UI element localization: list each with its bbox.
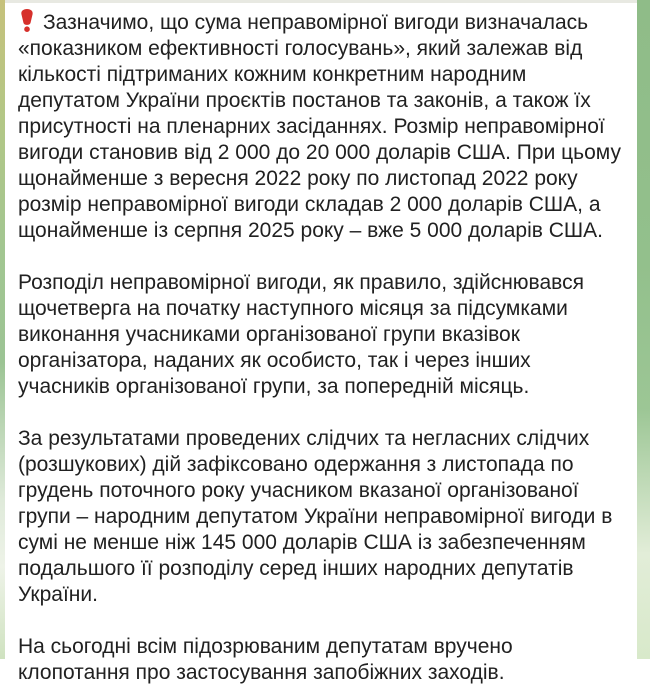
message-text-1: Зазначимо, що сума неправомірної вигоди визначалась «показником ефективності голосувань», який залежав від кількості підтриманих кожним конкретним народним депутатом України проєктів постанов та законів, а також їх присутності на пленарних засіданнях. Розмір неправомірної вигоди становив від 2 000 до 20 000 доларів США. При цьому щонайменше з вересня 2022 року по листопад 2022 року розмір неправомірної вигоди складав 2 000 доларів США, а щонайменше із серпня 2025 року – вже 5 000 доларів США. (18, 11, 621, 242)
message-bubble (5, 3, 637, 694)
red-exclamation-icon (20, 9, 34, 32)
message-paragraph-3: За результатами проведених слідчих та негласних слідчих (розшукових) дій зафіксовано одержання з листопада по грудень поточного року учасником вказаної організованої групи – народним депутатом України неправомірної вигоди в сумі не менше ніж 145 000 доларів США із забезпеченням подальшого її розподілу серед інших народних депутатів України. (18, 427, 613, 606)
message-paragraph-1 (18, 9, 621, 244)
message-paragraph-4: На сьогодні всім підозрюваним депутатам вручено клопотання про застосування запобіжних заходів. (18, 635, 513, 684)
chat-background-right-strip (637, 0, 650, 659)
message-paragraph-2: Розподіл неправомірної вигоди, як правило, здійснювався щочетверга на початку наступного місяця за підсумками виконання учасниками організованої групи вказівок організатора, наданих як особисто, так і через інших учасників організованої групи, за попередній місяць. (18, 271, 584, 398)
